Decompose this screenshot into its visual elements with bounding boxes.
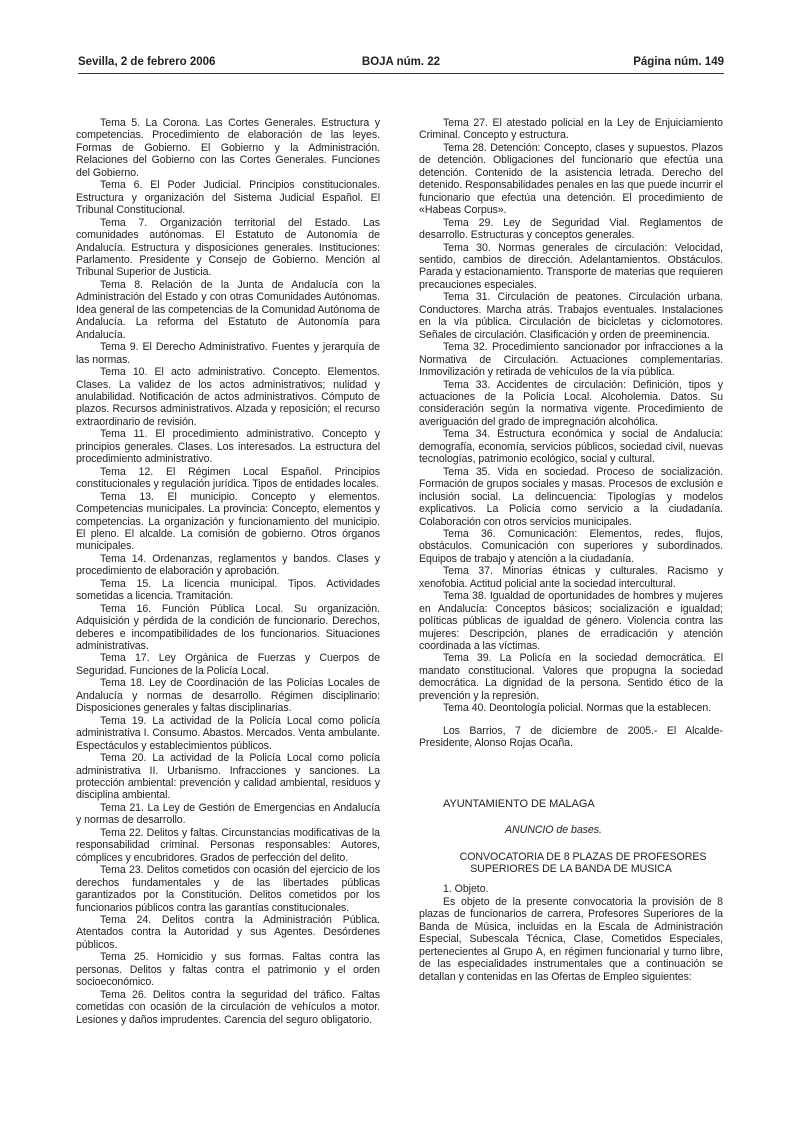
tema-paragraph: Tema 30. Normas generales de circulación: Velocidad, sentido, cambios de dirección. Adelantamientos. Obstáculos. Parada y estacionamiento. Transporte de materias que requieren precauciones especiales.: [419, 241, 723, 291]
tema-paragraph: Tema 13. El municipio. Concepto y elementos. Competencias municipales. La provincia: Concepto, elementos y competencias. La organización y funcionamiento del municipio. El pleno. El alcalde. La comisión de gobierno. Otros órganos municipales.: [76, 490, 380, 553]
tema-paragraph: Tema 9. El Derecho Administrativo. Fuentes y jerarquía de las normas.: [76, 341, 380, 366]
page-header: [78, 56, 724, 72]
tema-paragraph: Tema 31. Circulación de peatones. Circulación urbana. Conductores. Marcha atrás. Trabajos eventuales. Instalaciones en la vía pública. Circulación de bicicletas y ciclomotores. Señales de circulación. Clasificación y orden de preeminencia.: [419, 291, 723, 341]
tema-paragraph: Tema 11. El procedimiento administrativo. Concepto y principios generales. Clases. Los interesados. La estructura del procedimiento administrativo.: [76, 428, 380, 466]
tema-paragraph: Tema 28. Detención: Concepto, clases y supuestos. Plazos de detención. Obligaciones del funcionario que efectúa una detención. Contenido de la asistencia letrada. Derecho del detenido. Responsabilidades penales en las que puede incurrir el funcionario que efectúa una detención. El procedimiento de «Habeas Corpus».: [419, 141, 723, 217]
tema-paragraph: Tema 40. Deontología policial. Normas que la establecen.: [443, 702, 712, 715]
right-column: [419, 117, 723, 983]
tema-paragraph: Tema 5. La Corona. Las Cortes Generales. Estructura y competencias. Procedimiento de elaboración de las leyes. Formas de Gobierno. El Gobierno y la Administración. Relaciones del Gobierno con las Cortes Generales. Funciones del Gobierno.: [76, 117, 380, 179]
tema-paragraph: Tema 19. La actividad de la Policía Local como policía administrativa I. Consumo. Abastos. Mercados. Venta ambulante. Espectáculos y establecimientos públicos.: [76, 714, 380, 752]
tema-paragraph: Tema 25. Homicidio y sus formas. Faltas contra las personas. Delitos y faltas contra el patrimonio y el orden socioeconómico.: [76, 951, 380, 989]
header-journal: BOJA núm. 22: [361, 56, 441, 68]
header-page-number: Página núm. 149: [633, 56, 724, 68]
tema-paragraph: Tema 14. Ordenanzas, reglamentos y bandos. Clases y procedimiento de elaboración y aprobación.: [76, 552, 380, 578]
header-rule: [78, 73, 724, 74]
tema-paragraph: Tema 15. La licencia municipal. Tipos. Actividades sometidas a licencia. Tramitación.: [76, 577, 380, 603]
tema-paragraph: Tema 18. Ley de Coordinación de las Policías Locales de Andalucía y normas de desarrollo. Régimen disciplinario: Disposiciones generales y faltas disciplinarias.: [76, 677, 380, 715]
tema-paragraph: Tema 12. El Régimen Local Español. Principios constitucionales y regulación jurídica. Tipos de entidades locales.: [76, 465, 380, 491]
left-column: [76, 117, 380, 1026]
tema-paragraph: Tema 35. Vida en sociedad. Proceso de socialización. Formación de grupos sociales y masas. Procesos de exclusión e inclusión social. La delincuencia: Tipologías y modelos explicativos. La Policía como servicio a la ciudadanía. Colaboración con otros servicios municipales.: [419, 465, 723, 528]
tema-paragraph: Tema 33. Accidentes de circulación: Definición, tipos y actuaciones de la Policía Local. Alcoholemia. Datos. Su consideración según la normativa vigente. Procedimiento de averiguación del grado de impregnación alcohólica.: [419, 378, 723, 428]
tema-paragraph: Tema 32. Procedimiento sancionador por infracciones a la Normativa de Circulación. Actuaciones complementarias. Inmovilización y retirada de vehículos de la vía pública.: [419, 341, 723, 379]
convocatoria-title: CONVOCATORIA DE 8 PLAZAS DE PROFESORES SUPERIORES DE LA BANDA DE MUSICA: [459, 850, 707, 876]
tema-paragraph: Tema 39. La Policía en la sociedad democrática. El mandato constitucional. Valores que propugna la sociedad democrática. La dignidad de la persona. Sentido ético de la prevención y la represión.: [419, 652, 723, 702]
tema-paragraph: Tema 29. Ley de Seguridad Vial. Reglamentos de desarrollo. Estructuras y conceptos generales.: [419, 216, 723, 242]
tema-paragraph: Tema 24. Delitos contra la Administración Pública. Atentados contra la Autoridad y sus Agentes. Desórdenes públicos.: [76, 914, 380, 951]
tema-paragraph: Tema 6. El Poder Judicial. Principios constitucionales. Estructura y organización del Sistema Judicial Español. El Tribunal Constitucional.: [76, 179, 380, 217]
tema-paragraph: Tema 38. Igualdad de oportunidades de hombres y mujeres en Andalucía: Conceptos básicos; socialización e igualdad; políticas públicas de igualdad de género. Violencia contra las mujeres: Descripción, planes de erradicación y atención coordinada a las víctimas.: [419, 590, 723, 653]
tema-paragraph: Tema 36. Comunicación: Elementos, redes, flujos, obstáculos. Comunicación con superiores y subordinados. Equipos de trabajo y atención a la ciudadanía.: [419, 527, 723, 565]
tema-paragraph: Tema 7. Organización territorial del Estado. Las comunidades autónomas. El Estatuto de Autonomía de Andalucía. Estructura y disposiciones generales. Instituciones: Parlamento. Presidente y Consejo de Gobierno. Mención al Tribunal Superior de Justicia.: [76, 216, 380, 279]
section-body: Es objeto de la presente convocatoria la provisión de 8 plazas de funcionarios de carrera, Profesores Superiores de la Banda de Música, incluidas en la Escala de Administración Especial, Subescala Técnica, Clase, Cometidos Especiales, pertenecientes al Grupo A, en régimen funcionarial y turno libre, de las especialidades instrumentales que a continuación se detallan y contenidas en las Ofertas de Empleo siguientes:: [419, 895, 723, 983]
tema-paragraph: Tema 8. Relación de la Junta de Andalucía con la Administración del Estado y con otras Comunidades Autónomas. Idea general de las competencias de la Comunidad Autónoma de Andalucía. La reforma del Estatuto de Autonomía para Andalucía.: [76, 278, 380, 341]
tema-paragraph: Tema 22. Delitos y faltas. Circunstancias modificativas de la responsabilidad criminal. Personas responsables: Autores, cómplices y encubridores. Grados de perfección del delito.: [76, 826, 380, 864]
tema-paragraph: Tema 16. Función Pública Local. Su organización. Adquisición y pérdida de la condición de funcionario. Derechos, deberes e incompatibilidades de los funcionarios. Situaciones administrativas.: [76, 602, 380, 653]
section-title: 1. Objeto.: [443, 883, 489, 896]
tema-paragraph: Tema 34. Estructura económica y social de Andalucía: demografía, economía, servicios públicos, sociedad civil, nuevas tecnologías, patrimonio ecológico, social y cultural.: [419, 428, 723, 466]
signature-paragraph: Los Barrios, 7 de diciembre de 2005.- El Alcalde-Presidente, Alonso Rojas Ocaña.: [419, 724, 723, 750]
tema-paragraph: Tema 10. El acto administrativo. Concepto. Elementos. Clases. La validez de los actos administrativos; nulidad y anulabilidad. Notificación de actos administrativos. Cómputo de plazos. Recursos administrativos. Alzada y reposición; el recurso extraordinario de revisión.: [76, 366, 380, 428]
tema-paragraph: Tema 37. Minorías étnicas y culturales. Racismo y xenofobia. Actitud policial ante la sociedad intercultural.: [419, 565, 723, 590]
tema-paragraph: Tema 21. La Ley de Gestión de Emergencias en Andalucía y normas de desarrollo.: [76, 801, 380, 827]
organization-heading: AYUNTAMIENTO DE MALAGA: [443, 797, 595, 810]
tema-paragraph: Tema 26. Delitos contra la seguridad del tráfico. Faltas cometidas con ocasión de la circulación de vehículos a motor. Lesiones y daños imprudentes. Carencia del seguro obligatorio.: [76, 988, 380, 1026]
tema-paragraph: Tema 27. El atestado policial en la Ley de Enjuiciamiento Criminal. Concepto y estructura.: [419, 117, 723, 142]
notice-subheading: ANUNCIO de bases.: [505, 824, 602, 837]
tema-paragraph: Tema 17. Ley Orgánica de Fuerzas y Cuerpos de Seguridad. Funciones de la Policía Local.: [76, 652, 380, 677]
tema-paragraph: Tema 20. La actividad de la Policía Local como policía administrativa II. Urbanismo. Infracciones y sanciones. La protección ambiental: prevención y calidad ambiental, residuos y disciplina ambiental.: [76, 752, 380, 802]
tema-paragraph: Tema 23. Delitos cometidos con ocasión del ejercicio de los derechos fundamentales y de las libertades públicas garantizados por la Constitución. Delitos cometidos por los funcionarios públicos contra las garantías constitucionales.: [76, 864, 380, 914]
header-date: Sevilla, 2 de febrero 2006: [78, 56, 216, 68]
